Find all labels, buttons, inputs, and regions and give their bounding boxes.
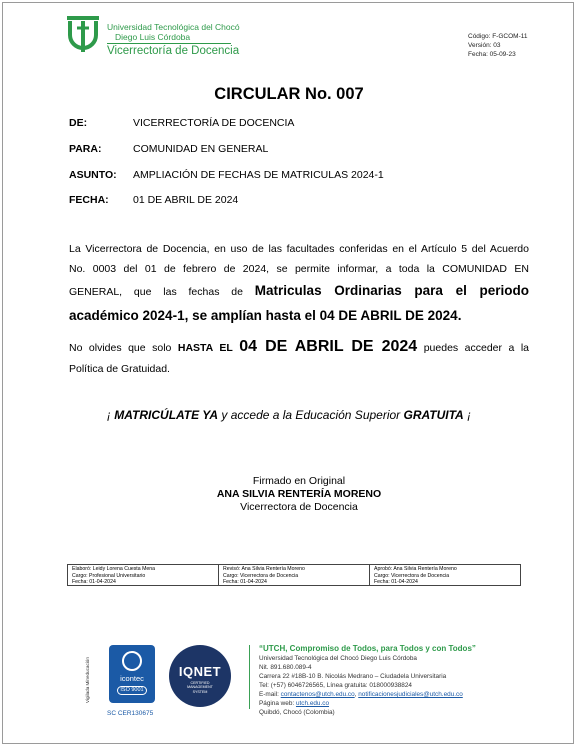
enrollment-slogan — [3, 408, 575, 422]
approval-line: Aprobó: Ana Silvia Rentería Moreno — [374, 566, 457, 572]
slogan-strong: GRATUITA — [403, 408, 464, 422]
document-version: Versión: 03 — [468, 42, 501, 49]
signer-role: Vicerrectora de Docencia — [240, 501, 358, 513]
approval-cell-prepared — [68, 565, 219, 585]
footer-address: Carrera 22 #18B-10 B. Nicolás Medrano – Ciudadela Universitaria — [259, 673, 447, 680]
signed-note: Firmado en Original — [252, 475, 346, 487]
iso-label: ISO 9001 — [117, 686, 147, 695]
footer-phone: Tel: (+57) 6046726565, Línea gratuita: 018000938824 — [259, 682, 412, 689]
web-label: Página web: — [259, 700, 295, 707]
header-divider — [107, 43, 231, 44]
approval-line: Cargo: Profesional Universitario — [72, 572, 146, 579]
approval-line: Revisó: Ana Silvia Rentería Moreno — [223, 566, 305, 572]
approvals-table — [67, 564, 521, 586]
approval-cell-reviewed — [219, 565, 370, 585]
certificate-code: SC CER130675 — [107, 710, 154, 717]
document-code: Código: F-GCOM-11 — [468, 33, 528, 40]
email-label: E-mail: — [259, 691, 279, 698]
body-paragraph-2 — [69, 336, 529, 379]
slogan-mark: ¡ — [106, 408, 111, 422]
paragraph-line: Política de Gratuidad. — [69, 363, 170, 375]
icontec-ring-icon — [122, 651, 142, 671]
email-separator: , — [354, 691, 357, 698]
meta-label: DE: — [69, 117, 88, 129]
footer-university: Universidad Tecnológica del Chocó Diego Luis Córdoba — [259, 655, 417, 662]
body-paragraph-1 — [69, 239, 529, 328]
university-name-line1: Universidad Tecnológica del Chocó — [107, 22, 240, 32]
icontec-label: icontec — [120, 674, 144, 683]
page-title: CIRCULAR No. 007 — [214, 85, 364, 103]
paragraph-text: GENERAL, que las fechas de — [69, 286, 243, 298]
approval-line: Cargo: Vicerrectora de Docencia — [223, 572, 299, 579]
meta-value: COMUNIDAD EN GENERAL — [133, 143, 269, 155]
meta-label: ASUNTO: — [69, 169, 117, 181]
footer-city: Quibdó, Chocó (Colombia) — [259, 709, 335, 716]
footer-nit: Nit. 891.680.089-4 — [259, 664, 312, 671]
judicial-email-link[interactable]: notificacionesjudiciales@utch.edu.co — [358, 691, 463, 698]
icontec-certification-badge — [109, 645, 155, 703]
approval-line: Elaboró: Leidy Lorena Cuesta Mena — [72, 566, 156, 572]
institution-motto: “UTCH, Compromiso de Todos, para Todos y con Todos” — [259, 644, 476, 653]
highlight-text: Matriculas Ordinarias para el periodo — [254, 283, 530, 298]
vigilada-label: Vigilada Mineducación — [85, 657, 90, 703]
university-name-line2: Diego Luis Córdoba — [115, 32, 191, 42]
paragraph-line: No. 0003 del 01 de febrero de 2024, se permite informar, a toda la COMUNIDAD EN — [69, 263, 529, 275]
document-page — [2, 2, 574, 744]
slogan-text: y accede a la Educación Superior — [221, 408, 401, 422]
highlight-text: HASTA EL — [177, 342, 233, 354]
iqnet-sub-line: MANAGEMENT — [187, 685, 213, 690]
meta-value: VICERRECTORÍA DE DOCENCIA — [133, 117, 295, 129]
iqnet-certification-badge — [169, 645, 231, 707]
approval-line: Cargo: Vicerrectora de Docencia — [374, 572, 450, 579]
university-logo-icon — [63, 15, 103, 55]
iqnet-sub-line: SYSTEM — [192, 689, 208, 694]
approval-cell-approved — [370, 565, 520, 585]
footer-web — [259, 700, 329, 707]
iqnet-label: IQNET — [178, 664, 222, 679]
website-link[interactable]: utch.edu.co — [295, 700, 330, 707]
meta-label: FECHA: — [69, 194, 109, 206]
iqnet-sub-line: CERTIFIED — [190, 681, 210, 685]
deadline-text: 04 DE ABRIL DE 2024 — [239, 338, 418, 355]
iqnet-subtitle — [169, 681, 231, 694]
document-date: Fecha: 05-09-23 — [468, 51, 516, 58]
approval-line: Fecha: 01-04-2024 — [72, 579, 116, 585]
office-name: Vicerrectoría de Docencia — [107, 45, 240, 57]
meta-value: 01 DE ABRIL DE 2024 — [133, 194, 239, 206]
paragraph-line — [69, 336, 529, 359]
contact-email-link[interactable]: contactenos@utch.edu.co — [280, 691, 355, 698]
meta-value: AMPLIACIÓN DE FECHAS DE MATRICULAS 2024-1 — [133, 169, 384, 181]
footer-email — [259, 691, 463, 698]
paragraph-line — [69, 279, 529, 304]
signer-name: ANA SILVIA RENTERÍA MORENO — [216, 488, 382, 500]
approval-line: Fecha: 01-04-2024 — [374, 579, 418, 585]
paragraph-text: No olvides que solo — [69, 342, 172, 354]
paragraph-line: La Vicerrectora de Docencia, en uso de las facultades conferidas en el Artículo 5 del Acuerdo — [69, 243, 529, 255]
meta-label: PARA: — [69, 143, 102, 155]
document-codes — [468, 32, 527, 59]
paragraph-line: académico 2024-1, se amplían hasta el 04 DE ABRIL DE 2024. — [69, 308, 462, 323]
slogan-strong: MATRICÚLATE YA — [114, 408, 219, 422]
footer-divider — [249, 645, 250, 709]
slogan-mark: ¡ — [467, 408, 472, 422]
approval-line: Fecha: 01-04-2024 — [223, 579, 267, 585]
paragraph-text: puedes acceder a la — [423, 342, 530, 354]
